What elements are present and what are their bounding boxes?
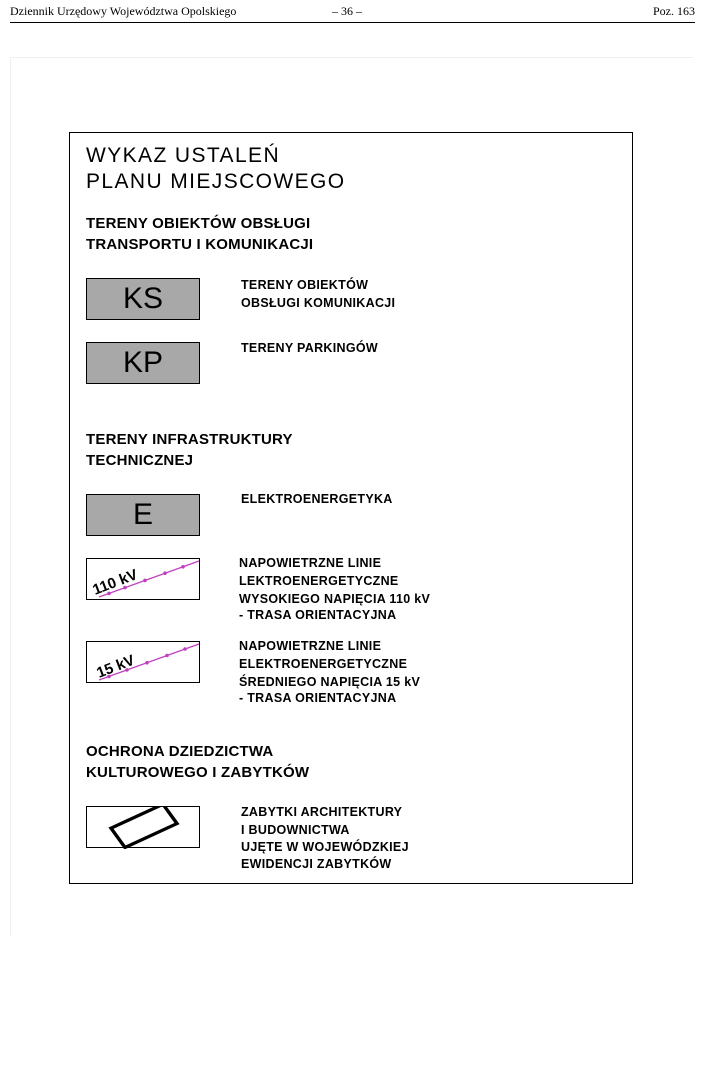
power-line-15kv-icon	[87, 642, 201, 684]
swatch-code: E	[132, 498, 153, 531]
item-kp-line1: TERENY PARKINGÓW	[241, 341, 378, 355]
item-15kv-line4: - TRASA ORIENTACYJNA	[239, 691, 397, 705]
item-110kv-line2: LEKTROENERGETYCZNE	[239, 574, 399, 588]
journal-title: Dziennik Urzędowy Województwa Opolskiego	[10, 4, 237, 18]
section-infrastructure-heading-line2: TECHNICZNEJ	[86, 452, 194, 469]
scan-edge	[10, 57, 693, 58]
item-110kv-line3: WYSOKIEGO NAPIĘCIA 110 kV	[239, 592, 431, 606]
page-number: – 36 –	[332, 4, 362, 18]
item-monument-line3: UJĘTE W WOJEWÓDZKIEJ	[241, 840, 409, 854]
position-number: Poz. 163	[653, 4, 695, 18]
swatch-kp	[86, 342, 200, 384]
legend-box	[69, 132, 633, 884]
legend-title-line2: PLANU MIEJSCOWEGO	[86, 170, 346, 193]
header-rule	[10, 22, 695, 23]
symbol-monument	[86, 806, 200, 848]
item-e-line1: ELEKTROENERGETYKA	[241, 492, 393, 506]
swatch-code: KP	[122, 346, 164, 379]
monument-building-icon	[87, 807, 201, 849]
item-110kv-line4: - TRASA ORIENTACYJNA	[239, 608, 397, 622]
item-monument-line1: ZABYTKI ARCHITEKTURY	[241, 805, 403, 819]
section-transport-heading-line1: TERENY OBIEKTÓW OBSŁUGI	[86, 215, 311, 232]
item-15kv-line2: ELEKTROENERGETYCZNE	[239, 657, 408, 671]
symbol-label: 15 kV	[94, 651, 138, 682]
section-heritage-heading-line1: OCHRONA DZIEDZICTWA	[86, 743, 274, 760]
swatch-ks	[86, 278, 200, 320]
swatch-code: KS	[122, 282, 164, 315]
legend-title-line1: WYKAZ USTALEŃ	[86, 144, 281, 167]
symbol-15kv-line	[86, 641, 200, 683]
section-transport-heading-line2: TRANSPORTU I KOMUNIKACJI	[86, 236, 314, 253]
symbol-label: 110 kV	[90, 566, 141, 599]
item-15kv-line1: NAPOWIETRZNE LINIE	[239, 639, 382, 653]
section-heritage-heading-line2: KULTUROWEGO I ZABYTKÓW	[86, 764, 310, 781]
item-ks-line1: TERENY OBIEKTÓW	[241, 278, 369, 292]
item-monument-line2: I BUDOWNICTWA	[241, 823, 350, 837]
item-monument-line4: EWIDENCJI ZABYTKÓW	[241, 857, 392, 871]
power-line-110kv-icon	[87, 559, 201, 601]
scan-edge	[10, 57, 11, 937]
item-ks-line2: OBSŁUGI KOMUNIKACJI	[241, 296, 396, 310]
section-infrastructure-heading-line1: TERENY INFRASTRUKTURY	[86, 431, 293, 448]
symbol-110kv-line	[86, 558, 200, 600]
item-15kv-line3: ŚREDNIEGO NAPIĘCIA 15 kV	[239, 675, 421, 689]
item-110kv-line1: NAPOWIETRZNE LINIE	[239, 556, 382, 570]
swatch-e	[86, 494, 200, 536]
